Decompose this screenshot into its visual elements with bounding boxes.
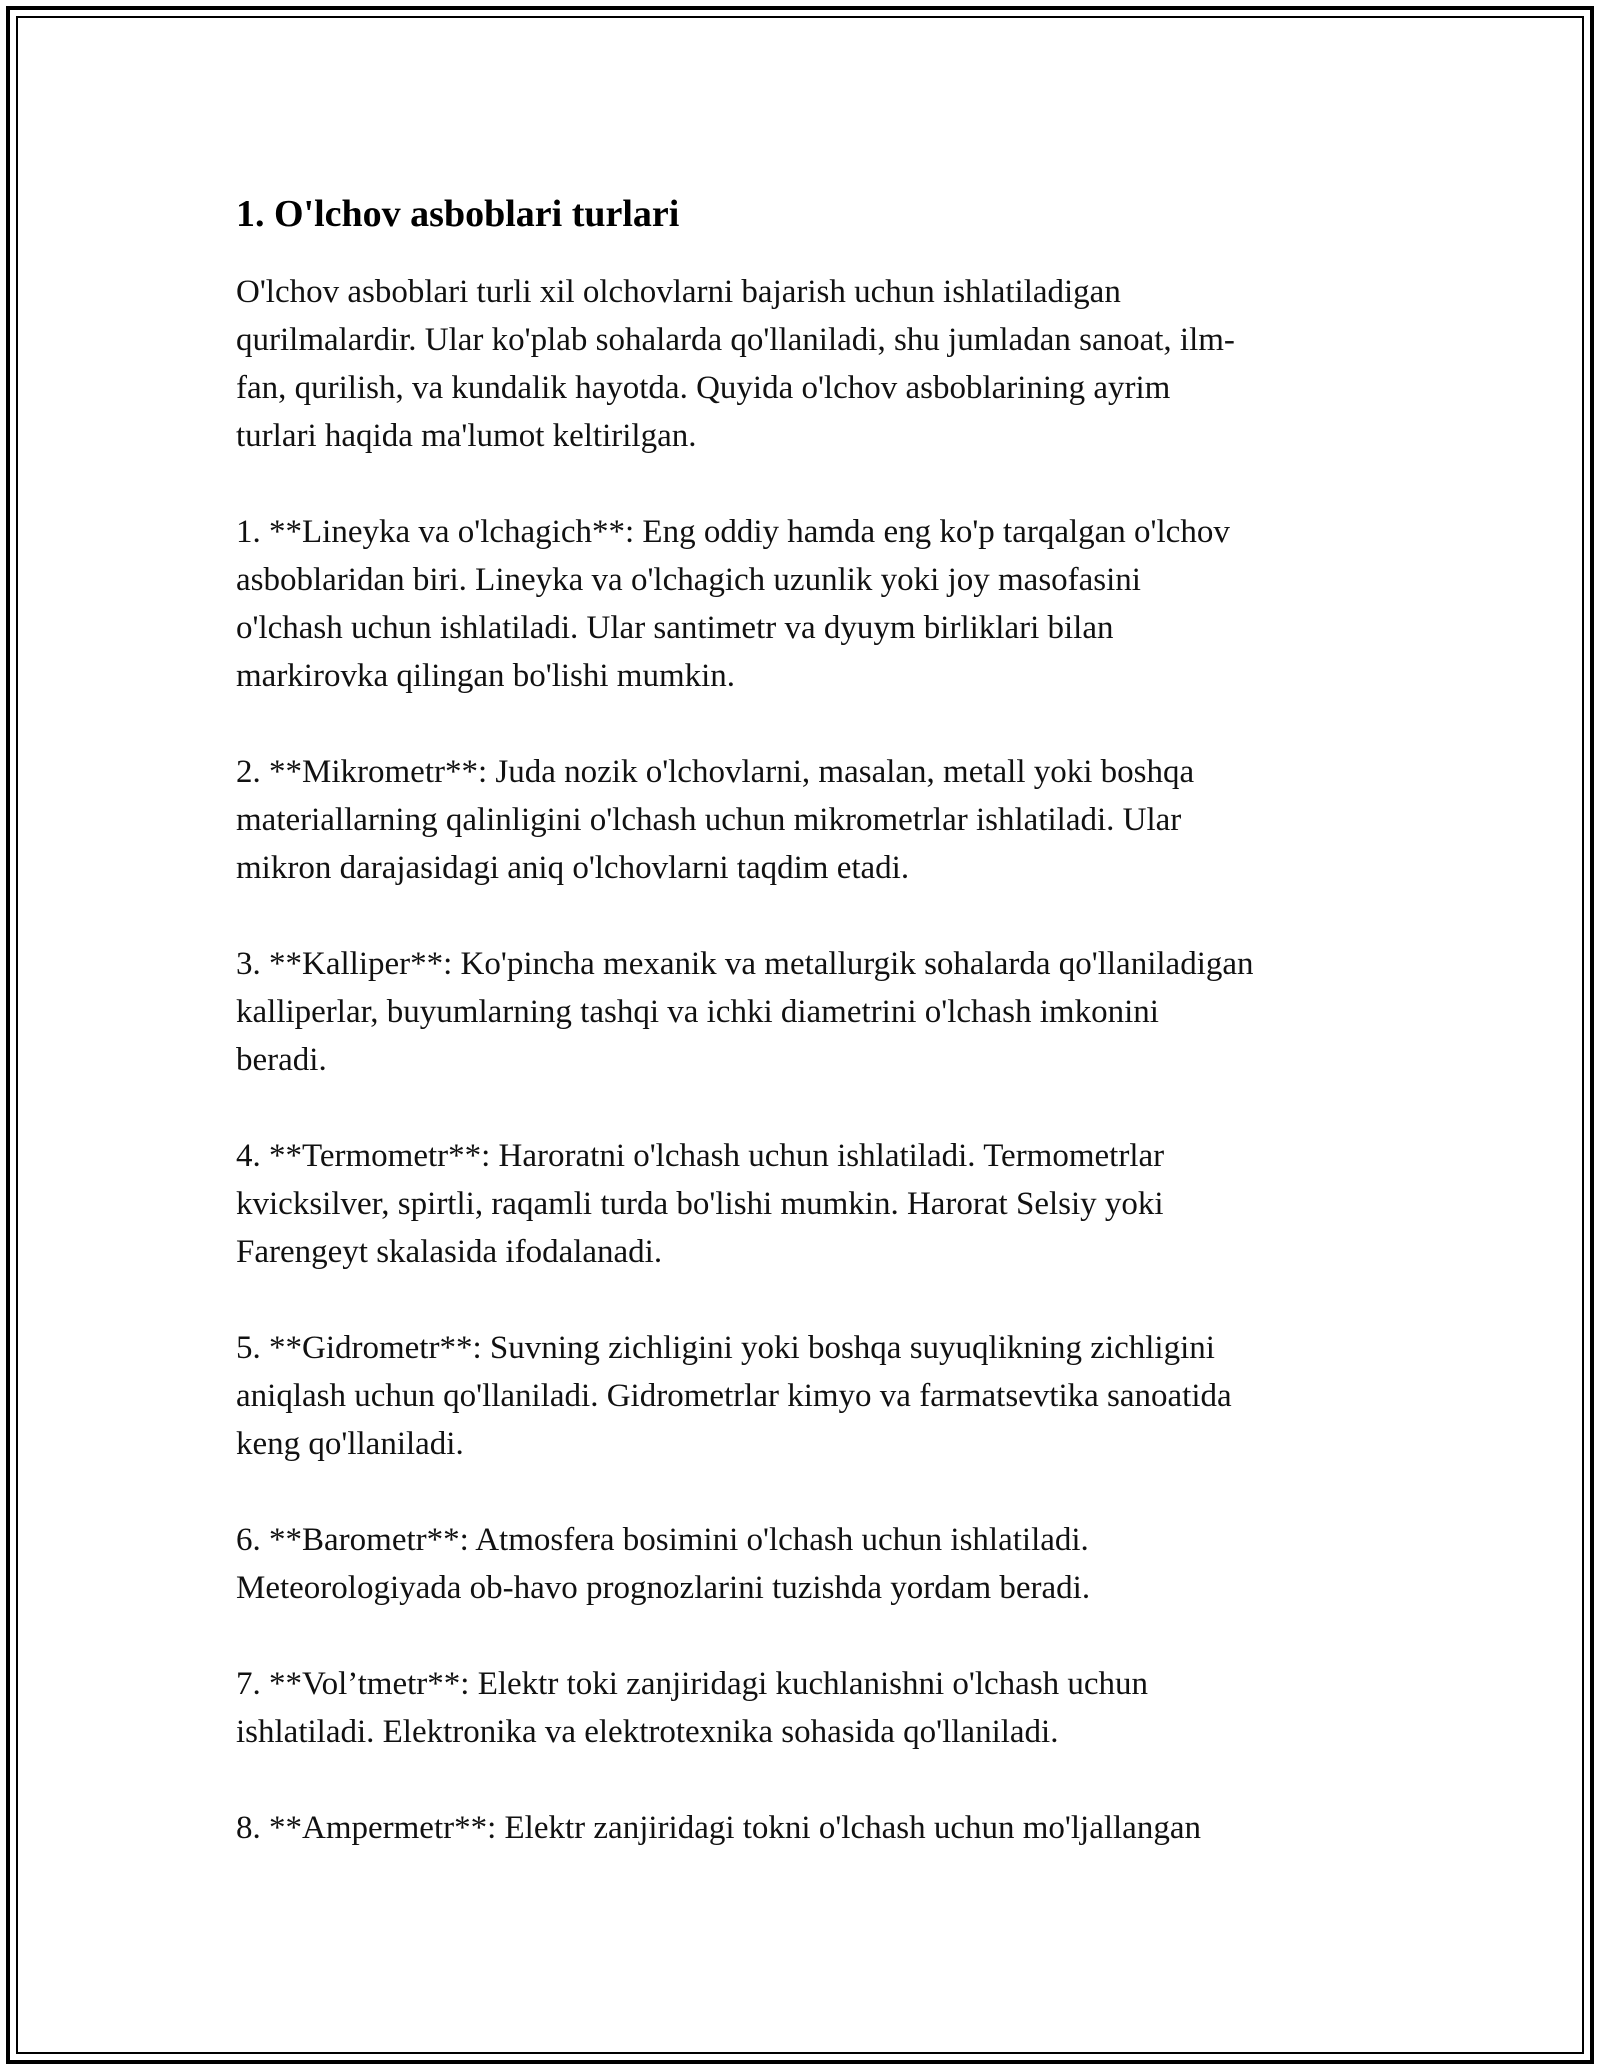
text-line: Farengeyt skalasida ifodalanadi. [236, 1234, 663, 1270]
list-item-termometr [236, 1132, 1376, 1276]
text-line: O'lchov asboblari turli xil olchovlarni bajarish uchun ishlatiladigan [236, 274, 1121, 310]
text-line: qurilmalardir. Ular ko'plab sohalarda qo'llaniladi, shu jumladan sanoat, ilm- [236, 322, 1235, 358]
text-line: mikron darajasidagi aniq o'lchovlarni taqdim etadi. [236, 850, 910, 886]
text-line: 8. **Ampermetr**: Elektr zanjiridagi tokni o'lchash uchun mo'ljallangan [236, 1810, 1201, 1846]
text-line: ishlatiladi. Elektronika va elektrotexnika sohasida qo'llaniladi. [236, 1714, 1059, 1750]
text-line: keng qo'llaniladi. [236, 1426, 464, 1462]
text-line: kalliperlar, buyumlarning tashqi va ichki diametrini o'lchash imkonini [236, 994, 1159, 1030]
text-line: turlari haqida ma'lumot keltirilgan. [236, 418, 697, 454]
text-line: fan, qurilish, va kundalik hayotda. Quyida o'lchov asboblarining ayrim [236, 370, 1171, 406]
section-heading: 1. O'lchov asboblari turlari [236, 193, 680, 235]
list-item-gidrometr [236, 1324, 1376, 1468]
text-line: 4. **Termometr**: Haroratni o'lchash uchun ishlatiladi. Termometrlar [236, 1138, 1165, 1174]
text-line: 3. **Kalliper**: Ko'pincha mexanik va metallurgik sohalarda qo'llaniladigan [236, 946, 1254, 982]
text-line: 2. **Mikrometr**: Juda nozik o'lchovlarni, masalan, metall yoki boshqa [236, 754, 1195, 790]
document-body [236, 186, 1376, 1900]
list-item-voltmetr [236, 1660, 1376, 1756]
text-line: 1. **Lineyka va o'lchagich**: Eng oddiy hamda eng ko'p tarqalgan o'lchov [236, 514, 1230, 550]
text-line: kvicksilver, spirtli, raqamli turda bo'lishi mumkin. Harorat Selsiy yoki [236, 1186, 1164, 1222]
text-line: 7. **Vol’tmetr**: Elektr toki zanjiridagi kuchlanishni o'lchash uchun [236, 1666, 1149, 1702]
text-line: materiallarning qalinligini o'lchash uchun mikrometrlar ishlatiladi. Ular [236, 802, 1182, 838]
list-item-mikrometr [236, 748, 1376, 892]
text-line: o'lchash uchun ishlatiladi. Ular santimetr va dyuym birliklari bilan [236, 610, 1114, 646]
text-line: asboblaridan biri. Lineyka va o'lchagich uzunlik yoki joy masofasini [236, 562, 1141, 598]
intro-paragraph [236, 268, 1376, 460]
text-line: beradi. [236, 1042, 327, 1078]
list-item-lineyka [236, 508, 1376, 700]
text-line: markirovka qilingan bo'lishi mumkin. [236, 658, 736, 694]
text-line: Meteorologiyada ob-havo prognozlarini tuzishda yordam beradi. [236, 1570, 1091, 1606]
text-line: 6. **Barometr**: Atmosfera bosimini o'lchash uchun ishlatiladi. [236, 1522, 1089, 1558]
text-line: aniqlash uchun qo'llaniladi. Gidrometrlar kimyo va farmatsevtika sanoatida [236, 1378, 1232, 1414]
list-item-barometr [236, 1516, 1376, 1612]
list-item-ampermetr [236, 1804, 1376, 1852]
text-line: 5. **Gidrometr**: Suvning zichligini yoki boshqa suyuqlikning zichligini [236, 1330, 1215, 1366]
list-item-kalliper [236, 940, 1376, 1084]
